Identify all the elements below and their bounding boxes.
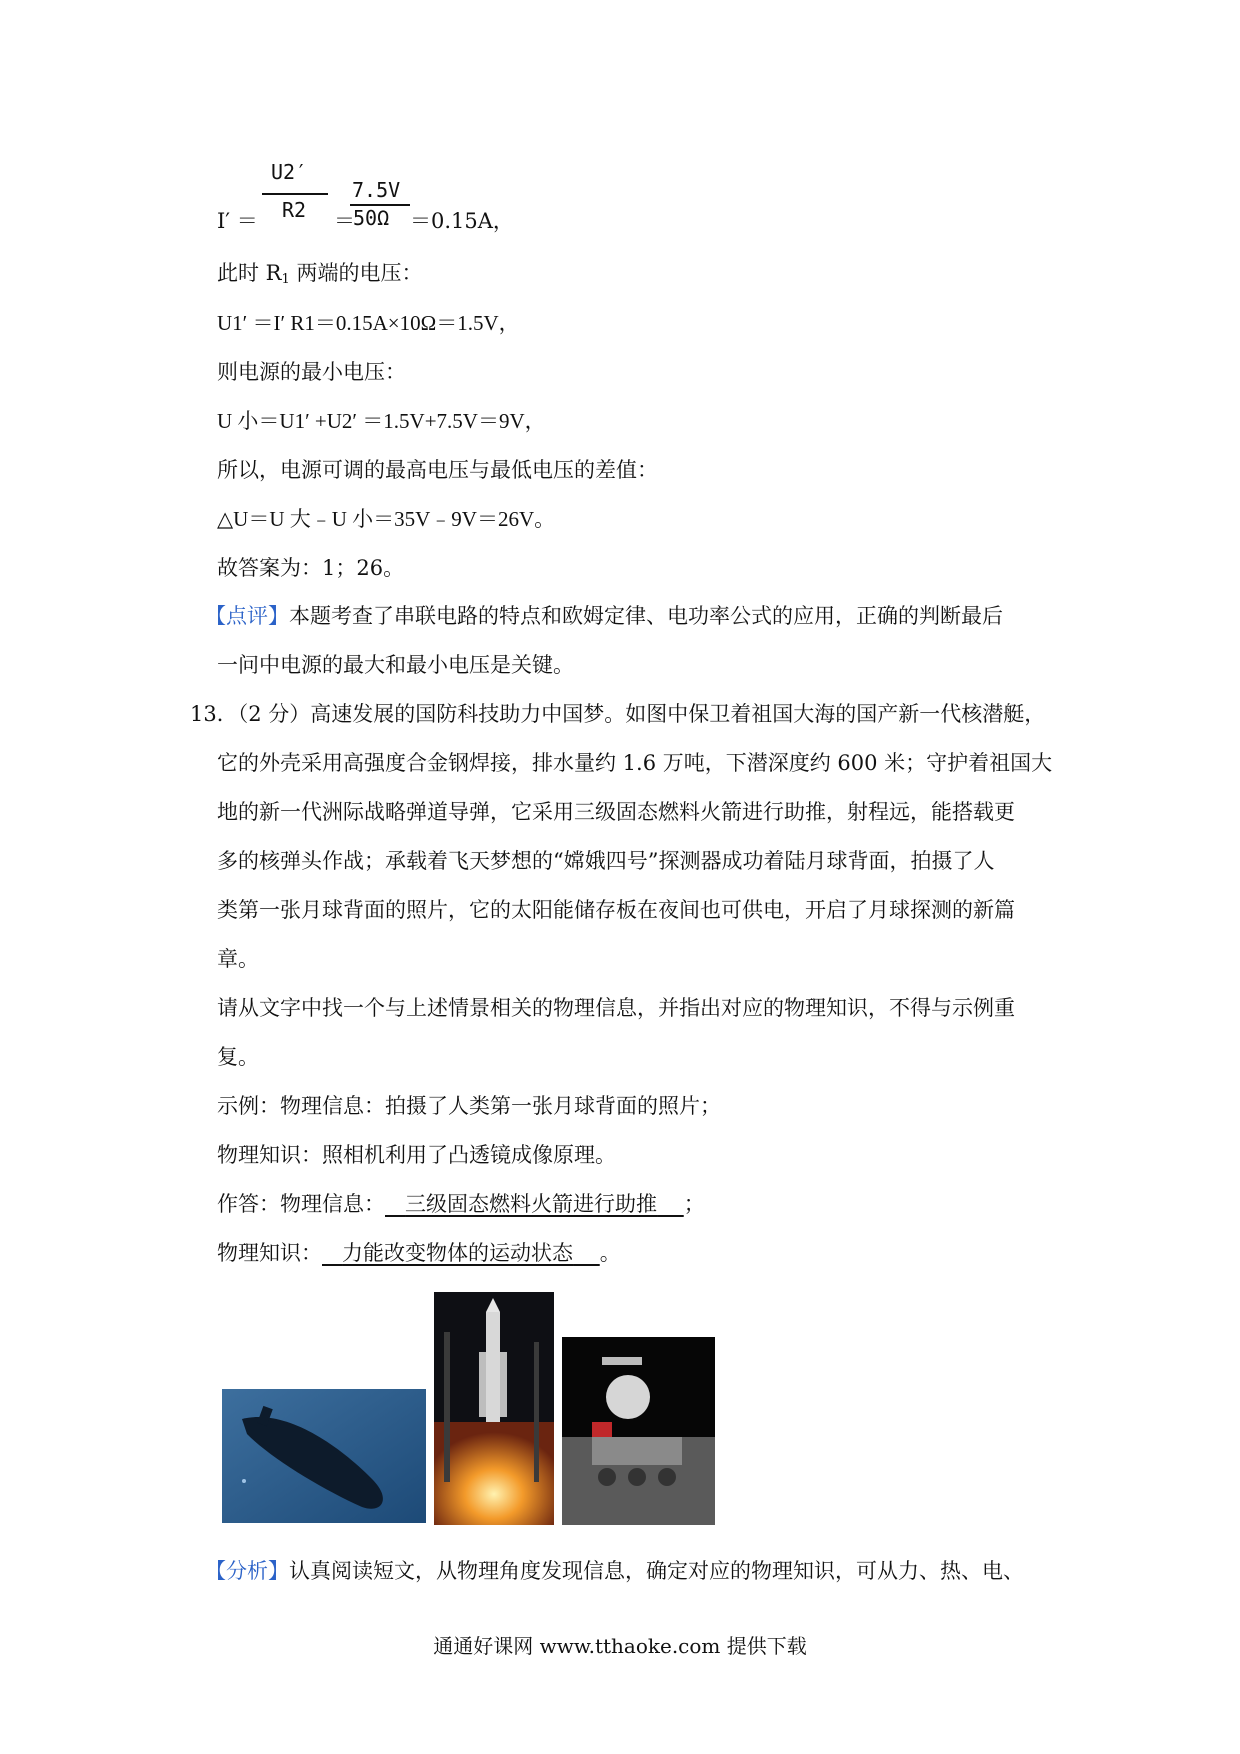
answer-info-text: 三级固态燃料火箭进行助推 <box>405 1192 658 1216</box>
answer-info-end: ； <box>683 1192 705 1216</box>
question-line-2: 它的外壳采用高强度合金钢焊接，排水量约 1.6 万吨，下潜深度约 600 米；守护着祖国大 <box>217 751 1053 775</box>
answer-knowledge-end: 。 <box>599 1241 621 1265</box>
question-line-5: 类第一张月球背面的照片，它的太阳能储存板在夜间也可供电，开启了月球探测的新篇 <box>217 898 1015 922</box>
fraction-2-denominator: 50Ω <box>353 206 390 230</box>
rover-illustration <box>562 1337 715 1525</box>
example-knowledge-line: 物理知识：照相机利用了凸透镜成像原理。 <box>217 1143 616 1167</box>
answer-knowledge-blank <box>322 1241 600 1265</box>
text-line-u1: U1′ ＝I′ R1＝0.15A×10Ω＝1.5V， <box>217 311 520 335</box>
question-line-3: 地的新一代洲际战略弹道导弹，它采用三级固态燃料火箭进行助推，射程远，能搭载更 <box>217 800 1015 824</box>
question-text: 高速发展的国防科技助力中国梦。如图中保卫着祖国大海的国产新一代核潜艇， <box>310 702 1046 726</box>
subscript: 1 <box>281 272 290 287</box>
instruction-line-1: 请从文字中找一个与上述情景相关的物理信息，并指出对应的物理知识，不得与示例重 <box>217 996 1015 1020</box>
comment-tag: 【点评】 <box>205 604 289 628</box>
formula-lhs: I′ ＝ <box>217 209 258 233</box>
answer-info-line <box>217 1189 705 1219</box>
analysis-text: 认真阅读短文，从物理角度发现信息，确定对应的物理知识，可从力、热、电、 <box>289 1559 1024 1583</box>
answer-knowledge-label: 物理知识： <box>217 1241 322 1265</box>
fraction-1-denominator: R2 <box>282 198 307 222</box>
text-line-r1-voltage <box>217 258 422 295</box>
instruction-line-2: 复。 <box>217 1045 259 1069</box>
rocket-launch-image <box>434 1292 554 1525</box>
answer-knowledge-line <box>217 1238 621 1268</box>
submarine-illustration <box>222 1389 426 1523</box>
text-segment: 此时 R <box>217 261 282 285</box>
text-segment: 两端的电压： <box>289 261 423 285</box>
question-score: （2 分） <box>237 702 311 726</box>
text-line-difference-label: 所以，电源可调的最高电压与最低电压的差值： <box>217 458 658 482</box>
text-line-min-voltage-label: 则电源的最小电压： <box>217 360 406 384</box>
answer-knowledge-text: 力能改变物体的运动状态 <box>342 1241 574 1265</box>
example-info-line: 示例：物理信息：拍摄了人类第一张月球背面的照片； <box>217 1094 721 1118</box>
formula-equals: ＝ <box>334 209 355 233</box>
answer-info-label: 作答：物理信息： <box>217 1192 385 1216</box>
text-line-delta-u: △U＝U 大﹣U 小＝35V﹣9V＝26V。 <box>217 507 556 531</box>
analysis-line <box>205 1556 1024 1586</box>
comment-line-1 <box>205 601 1003 631</box>
rocket-illustration <box>434 1292 554 1525</box>
fraction-2-numerator: 7.5V <box>352 178 401 202</box>
formula-result: ＝0.15A， <box>410 209 514 233</box>
question-line-4: 多的核弹头作战；承载着飞天梦想的“嫦娥四号”探测器成功着陆月球背面，拍摄了人 <box>217 849 995 873</box>
fraction-1-bar <box>262 193 328 195</box>
comment-text: 本题考查了串联电路的特点和欧姆定律、电功率公式的应用，正确的判断最后 <box>289 604 1003 628</box>
answer-info-blank <box>385 1192 684 1216</box>
lunar-rover-image <box>562 1337 715 1525</box>
comment-line-2: 一问中电源的最大和最小电压是关键。 <box>217 653 574 677</box>
submarine-image <box>222 1389 426 1523</box>
page-footer: 通通好课网 www.tthaoke.com 提供下载 <box>433 1634 807 1658</box>
question-line-1 <box>190 699 1045 729</box>
question-number: 13． <box>190 702 238 726</box>
question-line-6: 章。 <box>217 947 259 971</box>
analysis-tag: 【分析】 <box>205 1559 289 1583</box>
text-line-u-min: U 小＝U1′ +U2′ ＝1.5V+7.5V＝9V， <box>217 409 546 433</box>
text-line-answer: 故答案为：1；26。 <box>217 556 405 580</box>
fraction-1-numerator: U2′ <box>271 160 308 184</box>
